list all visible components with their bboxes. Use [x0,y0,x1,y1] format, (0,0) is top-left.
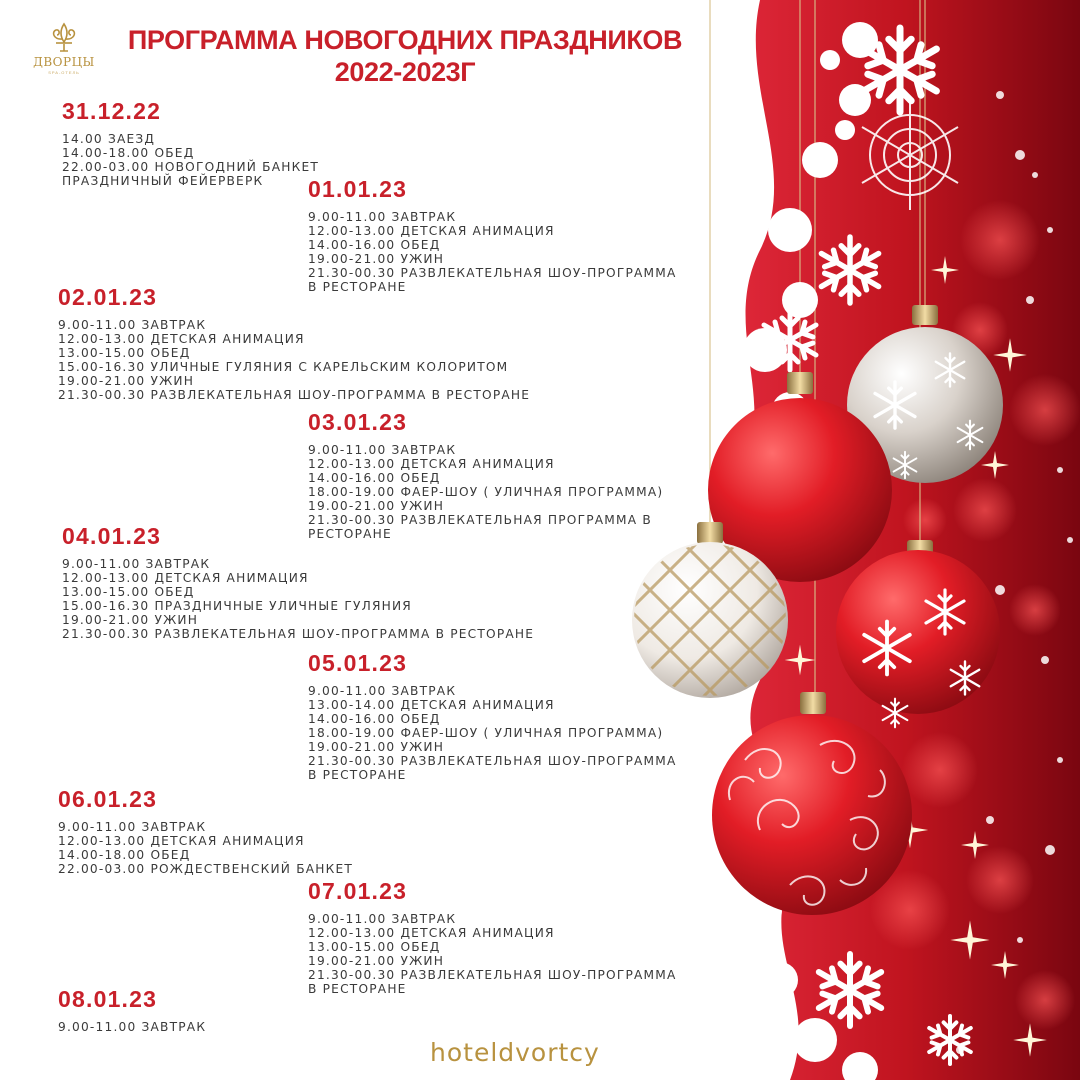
schedule-item: 9.00-11.00 ЗАВТРАК [308,443,457,457]
title-line-1: ПРОГРАММА НОВОГОДНИХ ПРАЗДНИКОВ [127,25,683,55]
schedule-item: 14.00-16.00 ОБЕД [308,712,441,726]
schedule-item: 9.00-11.00 ЗАВТРАК [308,912,457,926]
day-block [62,523,534,641]
schedule-item: 22.00-03.00 РОЖДЕСТВЕНСКИЙ БАНКЕТ [58,862,354,876]
schedule-item: 19.00-21.00 УЖИН [62,613,199,627]
schedule-item: 21.30-00.30 РАЗВЛЕКАТЕЛЬНАЯ ПРОГРАММА В [308,513,652,527]
schedule-item: 12.00-13.00 ДЕТСКАЯ АНИМАЦИЯ [308,457,555,471]
schedule-item: В РЕСТОРАНЕ [308,768,407,782]
schedule-item: 21.30-00.30 РАЗВЛЕКАТЕЛЬНАЯ ШОУ-ПРОГРАММА [308,968,677,982]
schedule-item: 9.00-11.00 ЗАВТРАК [58,1020,207,1034]
schedule-list [308,912,677,996]
schedule-item: 12.00-13.00 ДЕТСКАЯ АНИМАЦИЯ [308,224,555,238]
schedule-item: 21.30-00.30 РАЗВЛЕКАТЕЛЬНАЯ ШОУ-ПРОГРАММА [308,266,677,280]
schedule-item: 18.00-19.00 ФАЕР-ШОУ ( УЛИЧНАЯ ПРОГРАММА) [308,485,664,499]
schedule-item: 15.00-16.30 ПРАЗДНИЧНЫЕ УЛИЧНЫЕ ГУЛЯНИЯ [62,599,412,613]
schedule-item: 12.00-13.00 ДЕТСКАЯ АНИМАЦИЯ [308,926,555,940]
schedule-list [62,132,319,188]
schedule-item: 12.00-13.00 ДЕТСКАЯ АНИМАЦИЯ [58,834,305,848]
schedule-item: 14.00-16.00 ОБЕД [308,471,441,485]
schedule-item: 13.00-15.00 ОБЕД [308,940,441,954]
day-block [308,409,663,541]
brand-name: ДВОРЦЫ [33,55,95,69]
schedule-item: 15.00-16.30 УЛИЧНЫЕ ГУЛЯНИЯ С КАРЕЛЬСКИМ КОЛОРИТОМ [58,360,509,374]
day-block [308,176,677,294]
day-block [62,98,319,188]
schedule-item: 13.00-15.00 ОБЕД [58,346,191,360]
schedule-item: 12.00-13.00 ДЕТСКАЯ АНИМАЦИЯ [62,571,309,585]
schedule-list [58,820,353,876]
day-date: 07.01.23 [308,878,408,904]
schedule-item: 18.00-19.00 ФАЕР-ШОУ ( УЛИЧНАЯ ПРОГРАММА) [308,726,664,740]
schedule-item: 14.00 ЗАЕЗД [62,132,156,146]
schedule-list [58,318,530,402]
title-line-2: 2022-2023Г [334,57,476,87]
day-block [58,284,530,402]
schedule-list [308,210,677,294]
day-date: 04.01.23 [62,523,162,549]
brand-logo [28,22,100,75]
schedule-item: 19.00-21.00 УЖИН [308,499,445,513]
fleur-de-lis-icon [46,22,82,54]
schedule-item: 9.00-11.00 ЗАВТРАК [58,318,207,332]
schedule-list [58,1020,206,1034]
schedule-item: 21.30-00.30 РАЗВЛЕКАТЕЛЬНАЯ ШОУ-ПРОГРАММА В РЕСТОРАНЕ [62,627,535,641]
schedule-item: В РЕСТОРАНЕ [308,280,407,294]
schedule-item: В РЕСТОРАНЕ [308,982,407,996]
schedule-item: ПРАЗДНИЧНЫЙ ФЕЙЕРВЕРК [62,174,264,188]
schedule-item: 19.00-21.00 УЖИН [58,374,195,388]
day-block [308,878,677,996]
day-date: 05.01.23 [308,650,408,676]
schedule-item: 19.00-21.00 УЖИН [308,252,445,266]
schedule-item: 13.00-15.00 ОБЕД [62,585,195,599]
day-date: 01.01.23 [308,176,408,202]
schedule-item: 9.00-11.00 ЗАВТРАК [62,557,211,571]
day-date: 08.01.23 [58,986,158,1012]
day-block [58,986,206,1034]
schedule-item: 14.00-18.00 ОБЕД [62,146,195,160]
day-block [58,786,353,876]
schedule-item: 19.00-21.00 УЖИН [308,740,445,754]
day-date: 03.01.23 [308,409,408,435]
day-date: 31.12.22 [62,98,162,124]
instagram-handle: hoteldvortcy [430,1038,600,1067]
day-date: 06.01.23 [58,786,158,812]
day-block [308,650,677,782]
schedule-item: 9.00-11.00 ЗАВТРАК [308,684,457,698]
schedule-list [308,684,677,782]
day-date: 02.01.23 [58,284,158,310]
schedule-item: 21.30-00.30 РАЗВЛЕКАТЕЛЬНАЯ ШОУ-ПРОГРАММА [308,754,677,768]
schedule-item: 21.30-00.30 РАЗВЛЕКАТЕЛЬНАЯ ШОУ-ПРОГРАММА В РЕСТОРАНЕ [58,388,531,402]
schedule-item: 14.00-18.00 ОБЕД [58,848,191,862]
schedule-item: 13.00-14.00 ДЕТСКАЯ АНИМАЦИЯ [308,698,555,712]
schedule-item: 22.00-03.00 НОВОГОДНИЙ БАНКЕТ [62,160,320,174]
schedule-item: 9.00-11.00 ЗАВТРАК [308,210,457,224]
schedule-list [62,557,534,641]
schedule-item: 14.00-16.00 ОБЕД [308,238,441,252]
page-title [100,24,710,88]
schedule-item: РЕСТОРАНЕ [308,527,392,541]
brand-tagline: SPA-ОТЕЛЬ [48,70,80,75]
schedule-item: 19.00-21.00 УЖИН [308,954,445,968]
schedule-item: 12.00-13.00 ДЕТСКАЯ АНИМАЦИЯ [58,332,305,346]
schedule-item: 9.00-11.00 ЗАВТРАК [58,820,207,834]
